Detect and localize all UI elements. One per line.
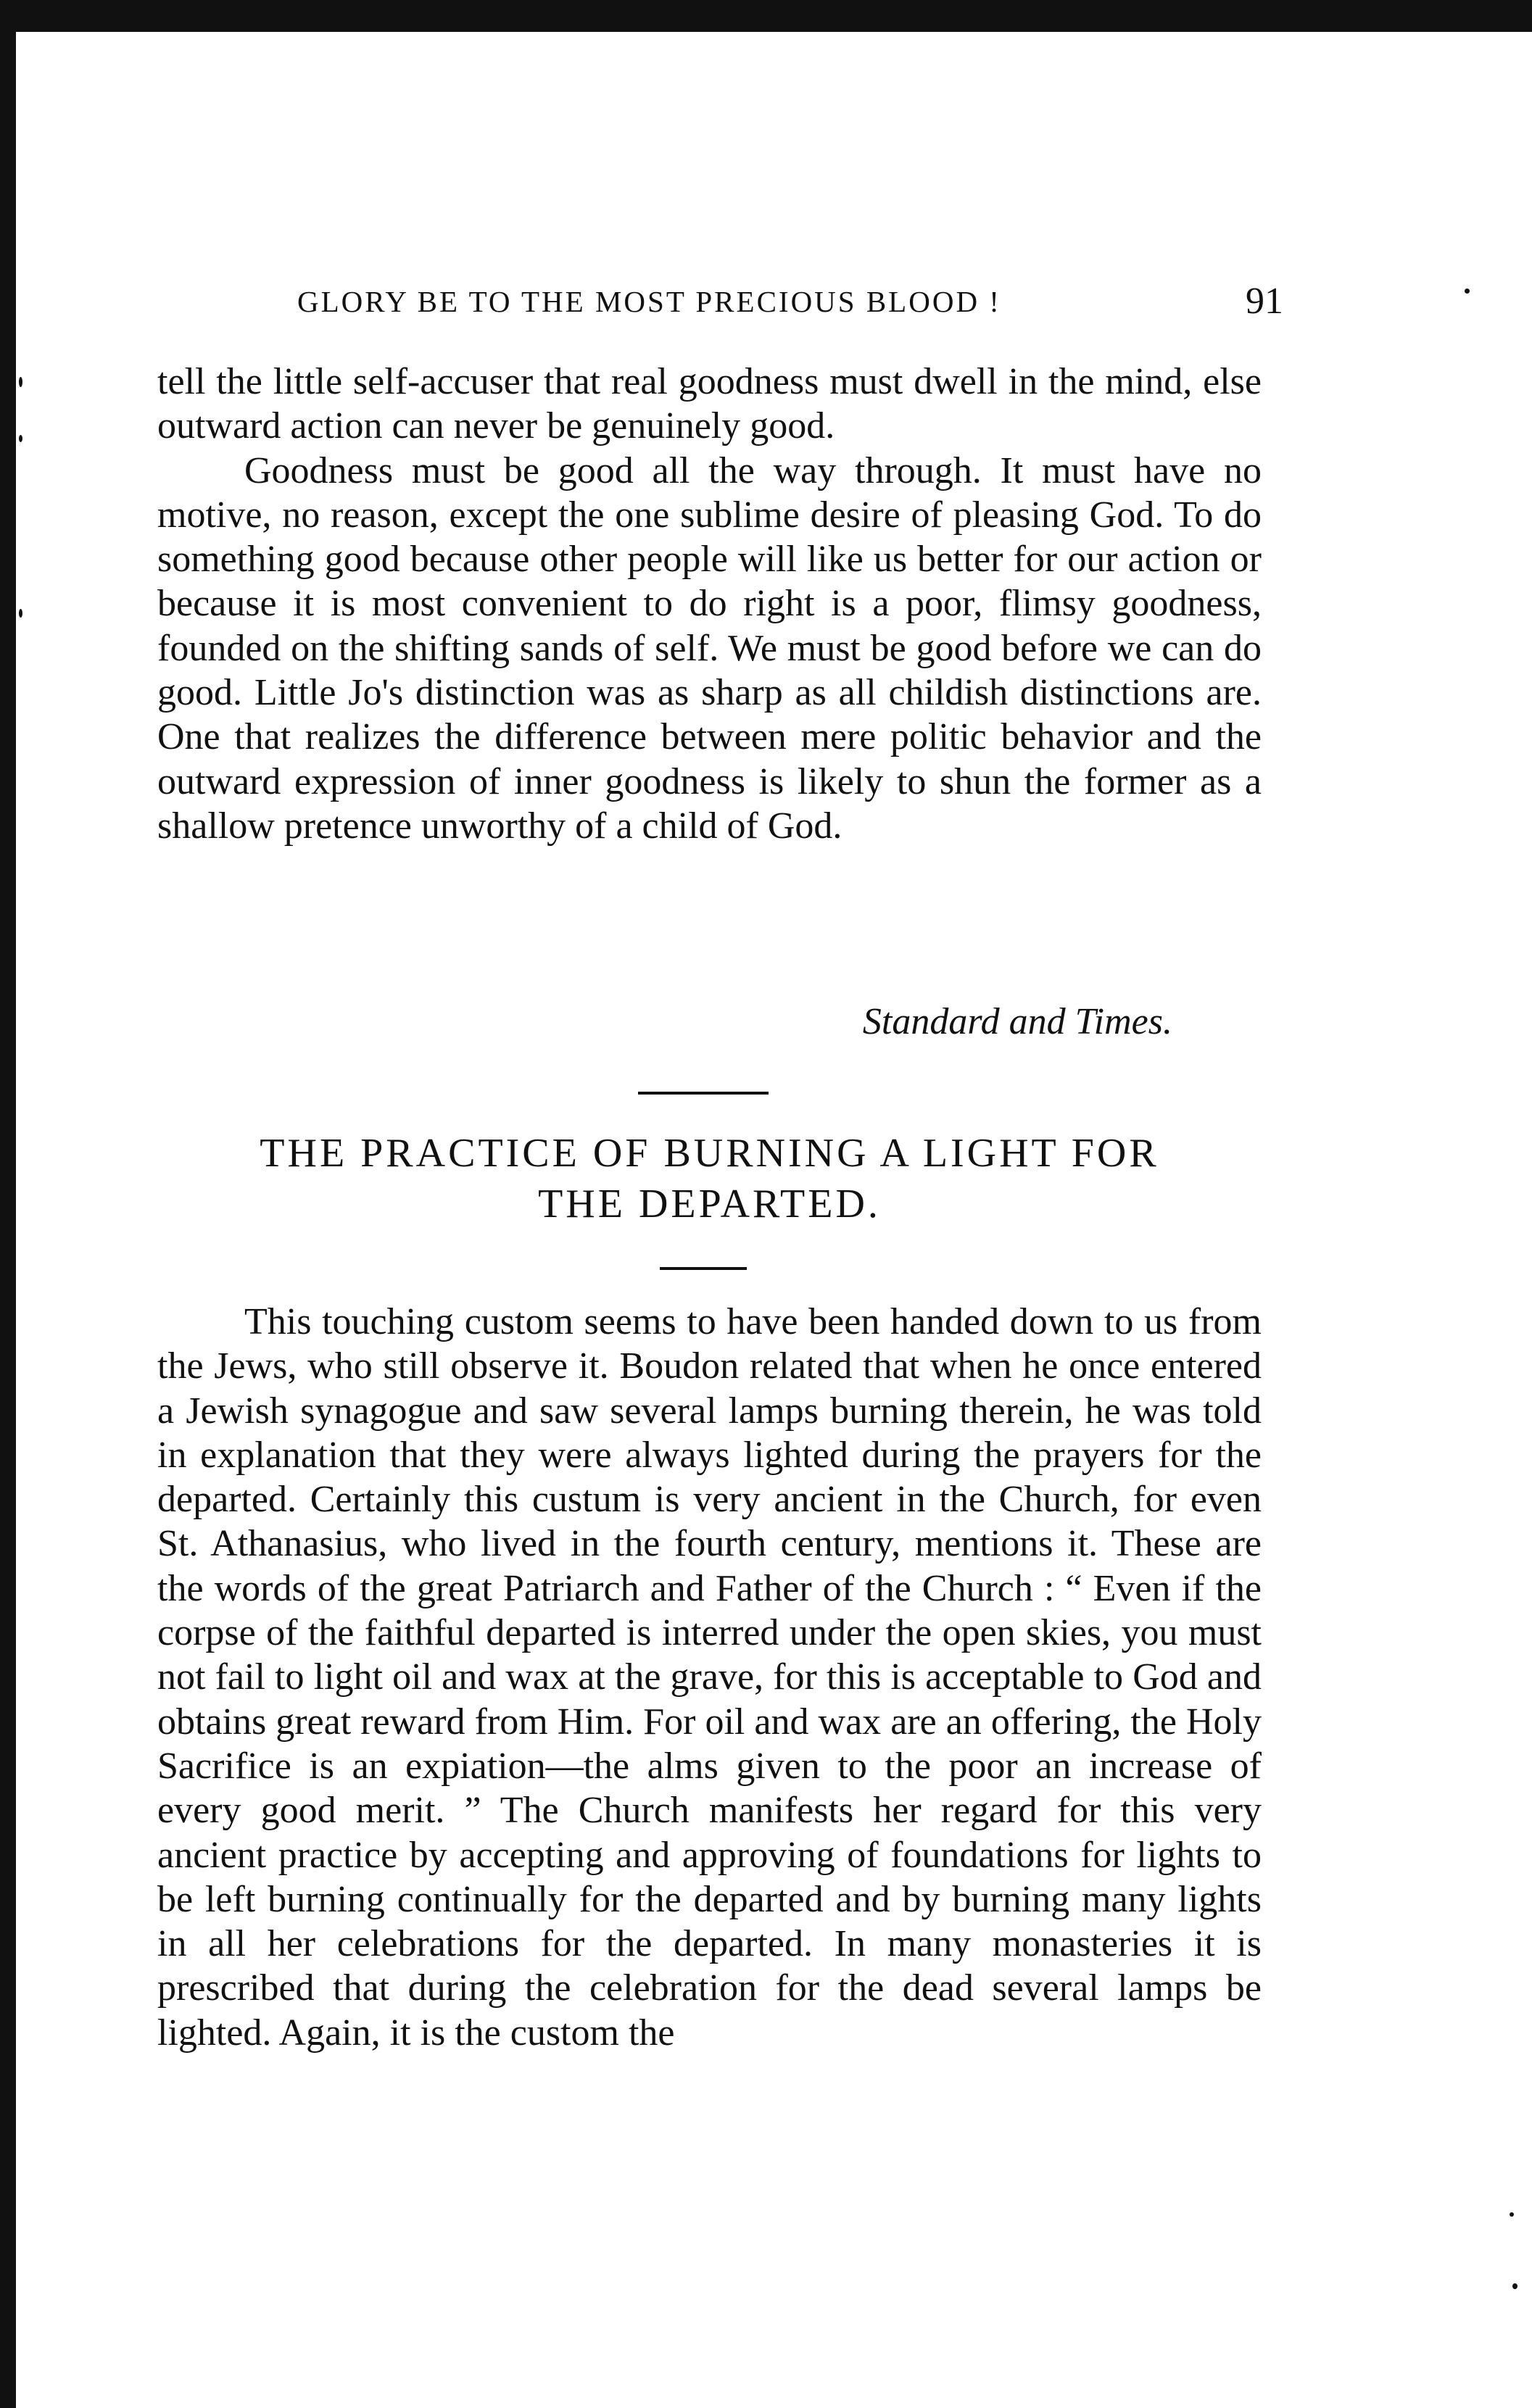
scan-border-left — [0, 0, 16, 2408]
second-article-body — [157, 1300, 1262, 2055]
running-header — [297, 281, 1283, 322]
section-divider — [638, 1092, 769, 1095]
article-title-line-2: THE DEPARTED. — [538, 1182, 881, 1226]
first-article-body — [157, 360, 1262, 848]
scan-speck — [1512, 2283, 1517, 2289]
page-number: 91 — [1246, 281, 1283, 322]
paragraph: Goodness must be good all the way through. It must have no motive, no reason, except the one sublime desire of pleasing God. To do something good because other people will like us better for our action or because it is most convenient to do right is a poor, flimsy goodness, founded on the shifting sands of self. We must be good before we can do good. Little Jo's distinction was as sharp as all childish distinctions are. One that realizes the difference between mere politic behavior and the outward expression of inner goodness is likely to shun the former as a shallow pretence unworthy of a child of God. — [157, 449, 1262, 847]
scan-speck — [19, 609, 22, 618]
section-divider — [660, 1267, 747, 1270]
paragraph: This touching custom seems to have been handed down to us from the Jews, who still observe it. Boudon related that when he once entered a Jewish synagogue and saw several lamps burning therein, he was told in explanation that they were always lighted during the prayers for the departed. Certainly this custum is very ancient in the Church, for even St. Athanasius, who lived in the fourth century, mentions it. These are the words of the great Patriarch and Father of the Church : “ Even if the corpse of the faithful departed is interred under the open skies, you must not fail to light oil and wax at the grave, for this is acceptable to God and obtains great reward from Him. For oil and wax are an offering, the Holy Sacrifice is an expiation—the alms given to the poor an increase of every good merit. ” The Church manifests her regard for this very ancient practice by accepting and approving of foundations for lights to be left burning continually for the departed and by burning many lights in all her celebrations for the departed. In many monasteries it is prescribed that during the celebration for the dead several lamps be lighted. Again, it is the custom the — [157, 1301, 1262, 2054]
article-title — [157, 1128, 1262, 1229]
scan-speck — [1465, 288, 1470, 294]
scan-speck — [19, 435, 22, 442]
source-attribution: Standard and Times. — [862, 1001, 1172, 1042]
running-title: GLORY BE TO THE MOST PRECIOUS BLOOD ! — [297, 285, 1001, 318]
scan-speck — [1510, 2212, 1514, 2217]
scan-speck — [19, 377, 22, 387]
paragraph: tell the little self-accuser that real goodness must dwell in the mind, else outward action can never be genuinely good. — [157, 361, 1262, 447]
scan-border-top — [0, 0, 1532, 32]
article-title-line-1: THE PRACTICE OF BURNING A LIGHT FOR — [260, 1131, 1159, 1176]
